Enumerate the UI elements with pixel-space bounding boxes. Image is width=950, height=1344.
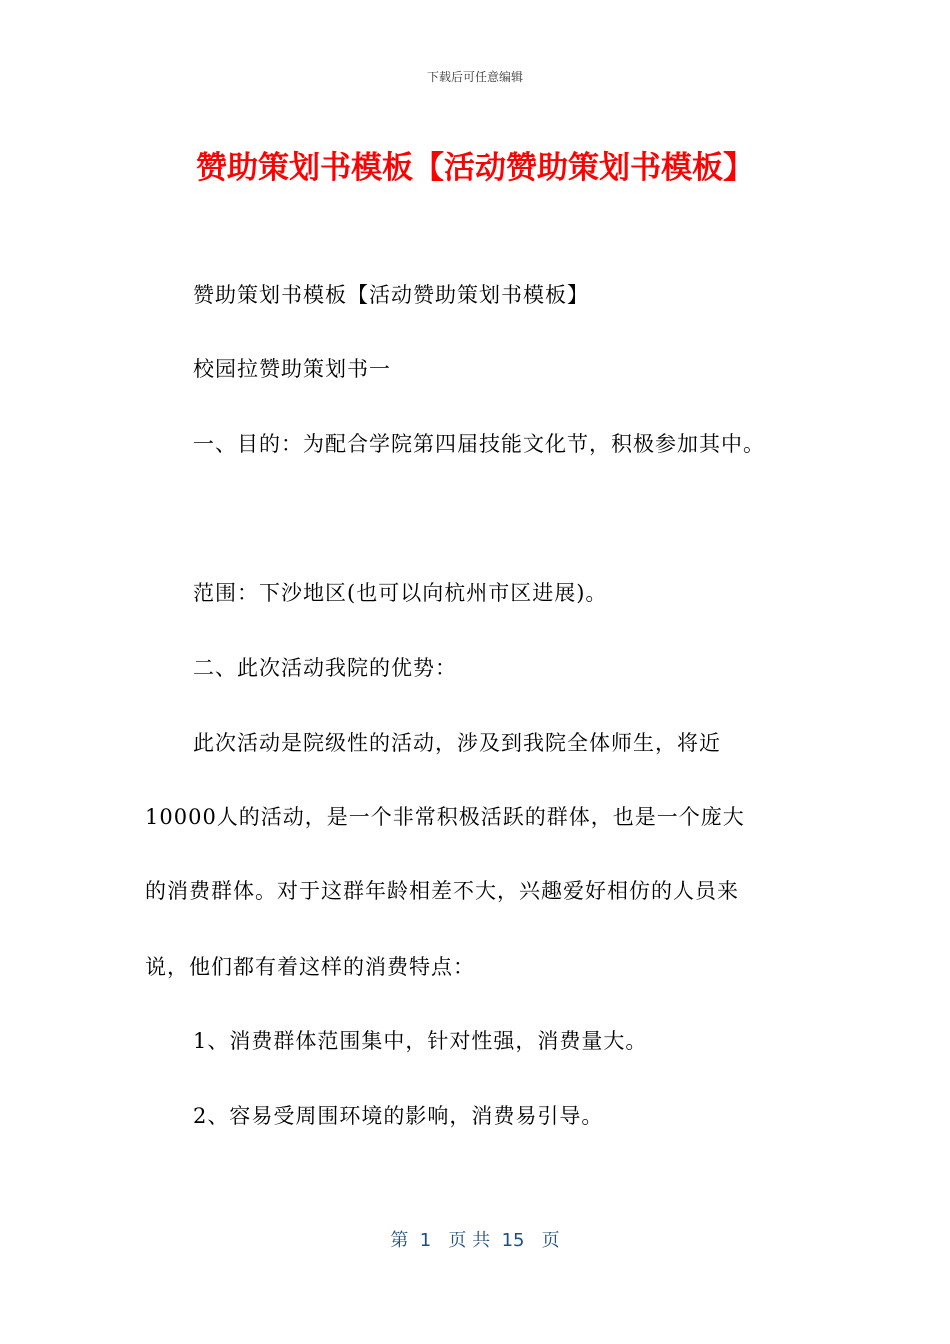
body-line-8: 的消费群体。对于这群年龄相差不大，兴趣爱好相仿的人员来 (145, 879, 739, 903)
body-line-5: 二、此次活动我院的优势： (193, 656, 457, 680)
body-line-1: 赞助策划书模板【活动赞助策划书模板】 (193, 283, 589, 307)
body-line-3: 一、目的：为配合学院第四届技能文化节，积极参加其中。 (193, 432, 765, 456)
body-line-7: 10000人的活动，是一个非常积极活跃的群体，也是一个庞大 (145, 805, 745, 829)
body-line-10: 1、消费群体范围集中，针对性强，消费量大。 (193, 1029, 648, 1053)
body-line-9: 说，他们都有着这样的消费特点： (145, 955, 475, 979)
body-line-4: 范围：下沙地区(也可以向杭州市区进展)。 (193, 581, 608, 605)
body-line-6: 此次活动是院级性的活动，涉及到我院全体师生，将近 (193, 731, 721, 755)
page-number-footer: 第 1 页 共 15 页 (390, 1230, 560, 1251)
body-line-2: 校园拉赞助策划书一 (193, 357, 391, 381)
header-note: 下载后可任意编辑 (426, 70, 523, 84)
body-line-11: 2、容易受周围环境的影响，消费易引导。 (193, 1104, 604, 1128)
document-title: 赞助策划书模板【活动赞助策划书模板】 (196, 150, 754, 186)
